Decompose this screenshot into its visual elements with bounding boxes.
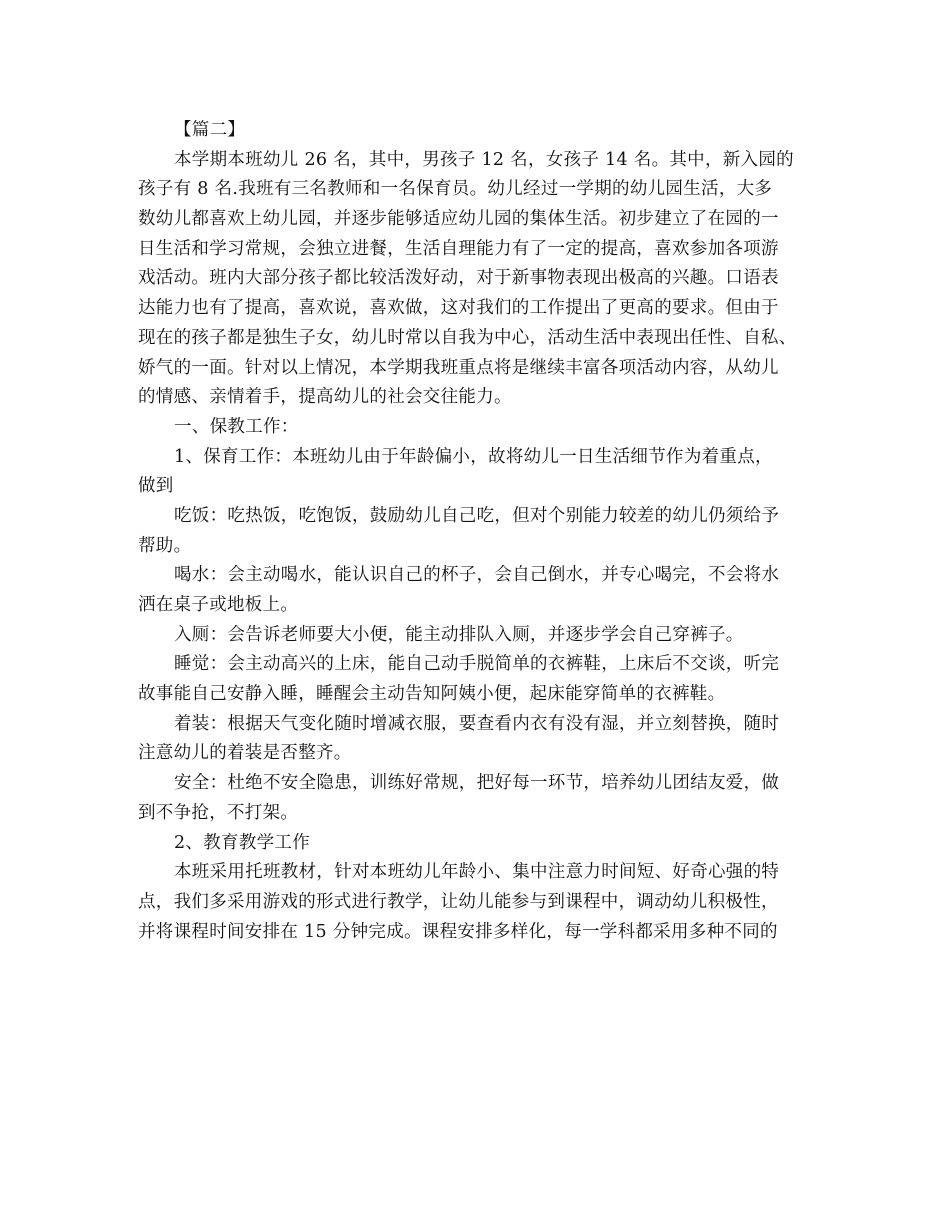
text-line: 一、保教工作： — [174, 416, 299, 437]
text-line: 2、教育教学工作 — [174, 832, 311, 853]
text-line: 本学期本班幼儿 26 名，其中，男孩子 12 名，女孩子 14 名。其中，新入园的 — [174, 149, 794, 170]
text-line: 安全：杜绝不安全隐患，训练好常规，把好每一环节，培养幼儿团结友爱，做 — [174, 773, 780, 794]
text-line: 本班采用托班教材，针对本班幼儿年龄小、集中注意力时间短、好奇心强的特 — [174, 862, 780, 883]
text-line: 孩子有 8 名.我班有三名教师和一名保育员。幼儿经过一学期的幼儿园生活，大多 — [138, 179, 773, 200]
text-line: 娇气的一面。针对以上情况，本学期我班重点将是继续丰富各项活动内容，从幼儿 — [138, 357, 779, 378]
text-line: 洒在桌子或地板上。 — [138, 595, 299, 615]
document-page — [138, 116, 818, 947]
text-line: 睡觉：会主动高兴的上床，能自己动手脱简单的衣裤鞋，上床后不交谈，听完 — [174, 654, 780, 675]
text-line: 日生活和学习常规，会独立进餐，生活自理能力有了一定的提高，喜欢参加各项游 — [138, 238, 779, 259]
text-line: 达能力也有了提高，喜欢说，喜欢做，这对我们的工作提出了更高的要求。但由于 — [138, 298, 779, 319]
text-line: 现在的孩子都是独生子女，幼儿时常以自我为中心，活动生活中表现出任性、自私、 — [138, 327, 797, 348]
text-line: 1、保育工作：本班幼儿由于年龄偏小，故将幼儿一日生活细节作为着重点， — [174, 446, 773, 467]
text-line: 故事能自己安静入睡，睡醒会主动告知阿姨小便，起床能穿简单的衣裤鞋。 — [138, 684, 726, 705]
text-line: 喝水：会主动喝水，能认识自己的杯子，会自己倒水，并专心喝完，不会将水 — [174, 565, 780, 586]
text-line: 做到 — [138, 476, 174, 497]
text-line: 注意幼儿的着装是否整齐。 — [138, 743, 352, 764]
text-line: 点，我们多采用游戏的形式进行教学，让幼儿能参与到课程中，调动幼儿积极性， — [138, 891, 779, 912]
text-line: 着装：根据天气变化随时增减衣服，要查看内衣有没有湿，并立刻替换，随时 — [174, 713, 780, 734]
text-line: 吃饭：吃热饭，吃饱饭，鼓励幼儿自己吃，但对个别能力较差的幼儿仍须给予 — [174, 505, 780, 526]
text-line: 帮助。 — [138, 535, 192, 556]
text-line: 到不争抢，不打架。 — [138, 802, 299, 823]
text-line: 并将课程时间安排在 15 分钟完成。课程安排多样化，每一学科都采用多种不同的 — [138, 921, 778, 942]
text-line: 的情感、亲情着手，提高幼儿的社会交往能力。 — [138, 387, 512, 408]
text-line: 入厕：会告诉老师要大小便，能主动排队入厕，并逐步学会自己穿裤子。 — [174, 624, 744, 645]
text-line: 【篇二】 — [174, 120, 246, 140]
text-line: 戏活动。班内大部分孩子都比较活泼好动，对于新事物表现出极高的兴趣。口语表 — [138, 268, 779, 289]
text-line: 数幼儿都喜欢上幼儿园，并逐步能够适应幼儿园的集体生活。初步建立了在园的一 — [138, 209, 779, 230]
